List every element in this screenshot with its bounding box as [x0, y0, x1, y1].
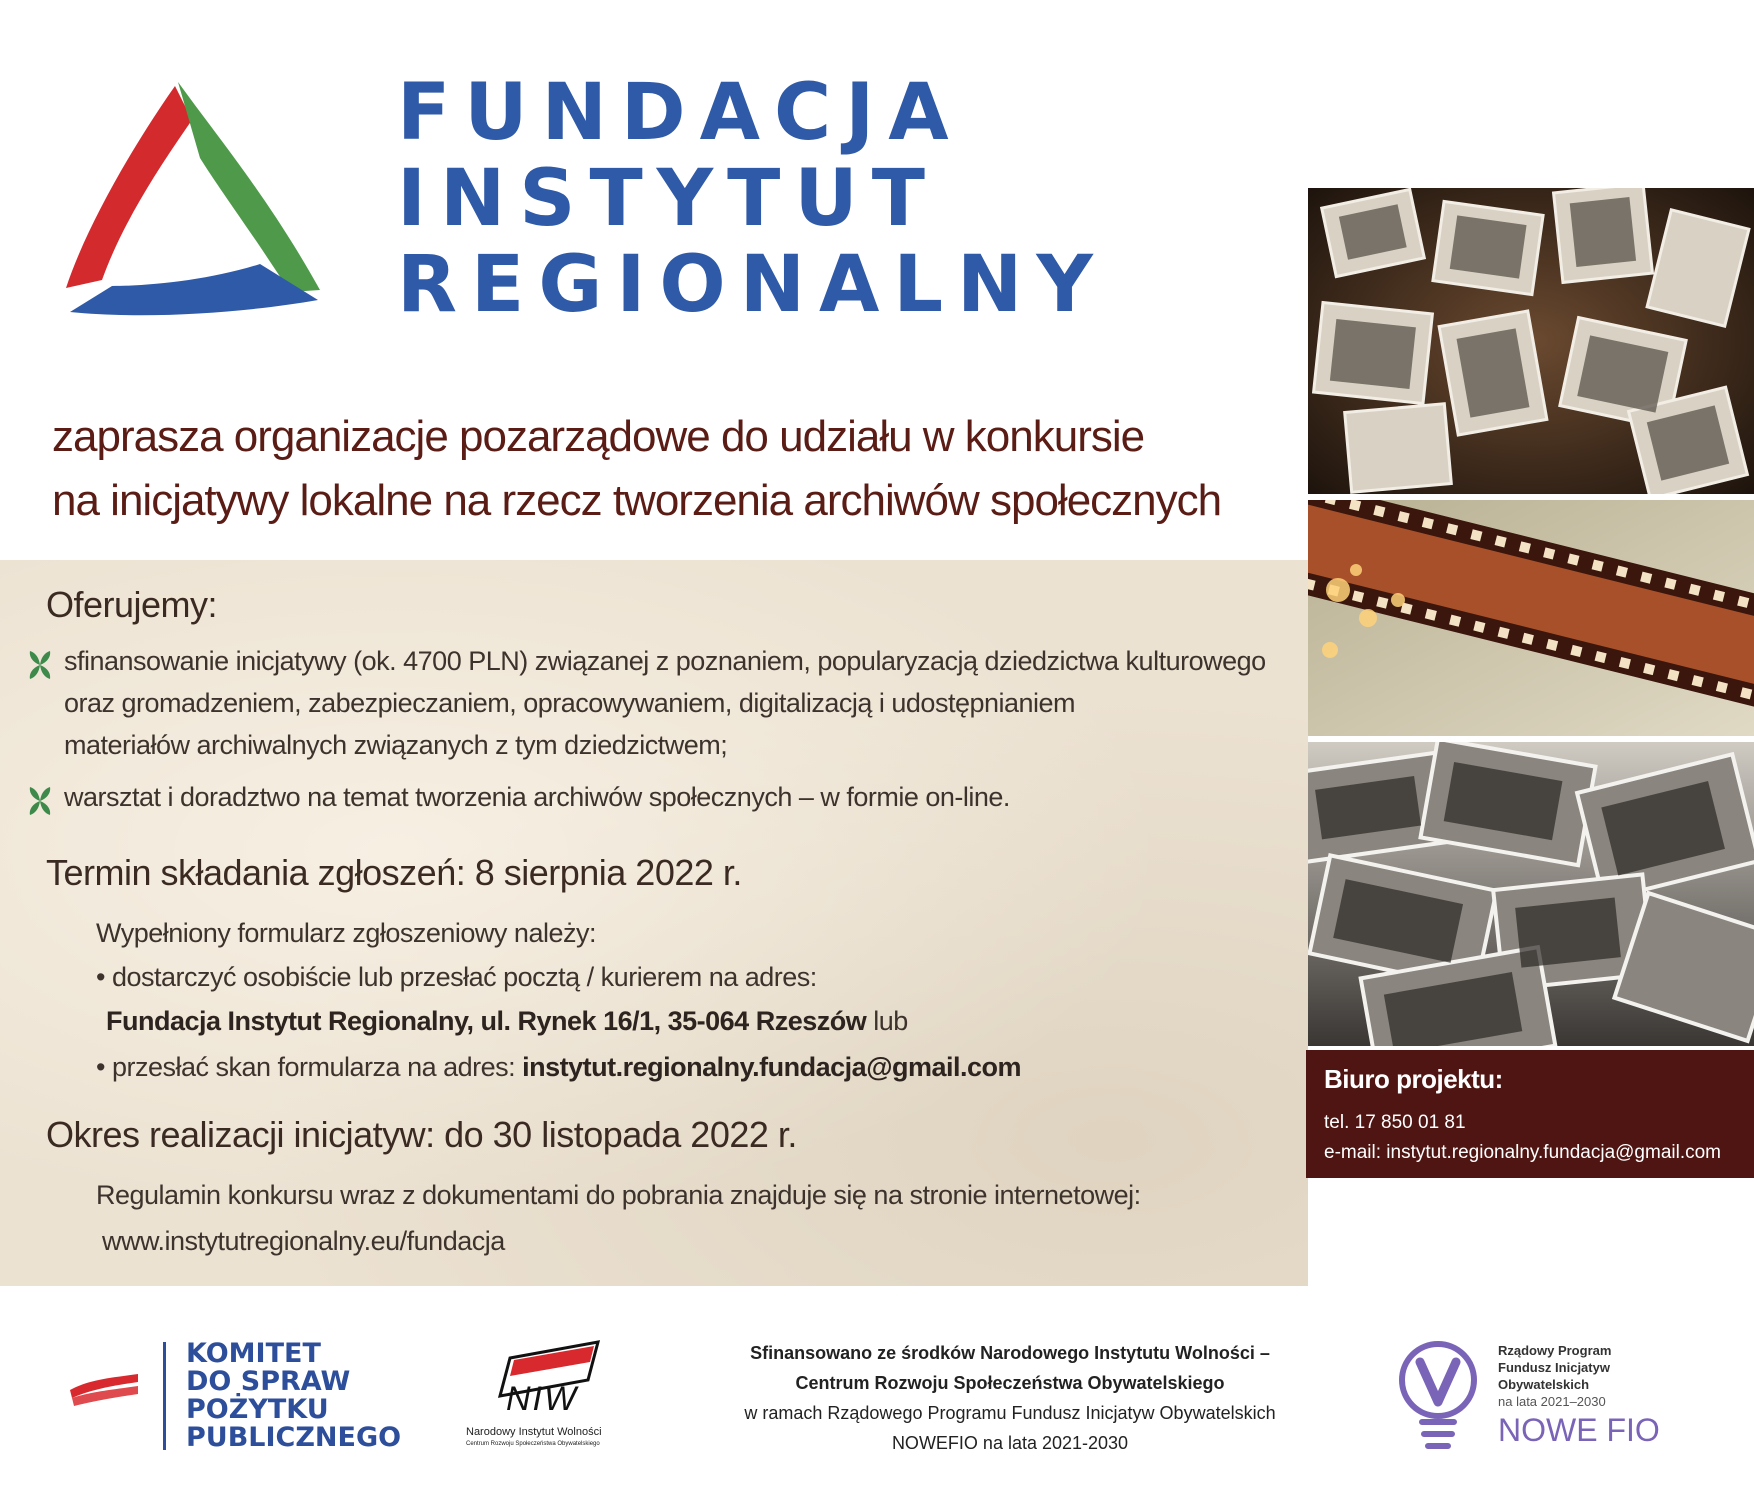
lightbulb-icon: [1396, 1340, 1480, 1457]
project-office-phone: tel. 17 850 01 81: [1324, 1112, 1466, 1133]
offer-item-1-line-1: sfinansowanie inicjatywy (ok. 4700 PLN) związanej z poznaniem, popularyzacją dziedzictwa kulturowego: [64, 646, 1266, 676]
fio-line-1: Rządowy Program: [1498, 1343, 1612, 1358]
komitet-line-2: DO SPRAW: [186, 1366, 351, 1397]
komitet-line-4: PUBLICZNEGO: [186, 1422, 402, 1453]
foundation-logo-text: [397, 70, 1107, 328]
offer-item-1-line-3: materiałów archiwalnych związanych z tym dziedzictwem;: [64, 730, 728, 760]
address-text: Fundacja Instytut Regionalny, ul. Rynek 16/1, 35-064 Rzeszów: [106, 1006, 867, 1036]
funding-line-4: NOWEFIO na lata 2021-2030: [891, 1433, 1129, 1453]
period-heading: Okres realizacji inicjatyw: do 30 listopada 2022 r.: [46, 1114, 797, 1155]
komitet-line-1: KOMITET: [186, 1338, 321, 1369]
logo-line-1: FUNDACJA: [397, 68, 963, 158]
invitation-line-2: na inicjatywy lokalne na rzecz tworzenia archiwów społecznych: [52, 476, 1222, 525]
address-suffix: lub: [866, 1006, 908, 1036]
delivery-option-2: [96, 1052, 1021, 1083]
komitet-divider: [163, 1342, 166, 1450]
postal-address: [106, 1006, 908, 1037]
logo-line-3: REGIONALNY: [397, 240, 1107, 330]
application-email-link[interactable]: instytut.regionalny.fundacja@gmail.com: [522, 1052, 1022, 1082]
funding-line-1: Sfinansowano ze środków Narodowego Instytutu Wolności –: [750, 1343, 1270, 1363]
komitet-line-3: POŻYTKU: [186, 1394, 329, 1425]
funding-line-3: w ramach Rządowego Programu Fundusz Inicjatyw Obywatelskich: [744, 1403, 1276, 1423]
scattered-photos-image: [1308, 742, 1754, 1046]
komitet-logo: [186, 1340, 401, 1452]
fio-line-3: Obywatelskich: [1498, 1377, 1590, 1392]
deadline-heading: Termin składania zgłoszeń: 8 sierpnia 2022 r.: [46, 852, 742, 893]
website-link[interactable]: www.instytutregionalny.eu/fundacja: [102, 1226, 505, 1256]
niw-subname: Centrum Rozwoju Społeczeństwa Obywatelskiego: [466, 1441, 600, 1447]
rules-text: Regulamin konkursu wraz z dokumentami do pobrania znajduje się na stronie internetowej:: [96, 1180, 1141, 1210]
project-office-email[interactable]: e-mail: instytut.regionalny.fundacja@gmail.com: [1324, 1142, 1721, 1163]
niw-name: Narodowy Instytut Wolności: [466, 1426, 602, 1438]
form-instructions: Wypełniony formularz zgłoszeniowy należy:: [96, 918, 596, 948]
logo-line-2: INSTYTUT: [397, 154, 939, 244]
old-photos-image: [1308, 188, 1754, 494]
project-office-heading: Biuro projektu:: [1324, 1064, 1503, 1094]
poland-flag-icon: [68, 1372, 140, 1413]
offer-item-2: warsztat i doradztwo na temat tworzenia archiwów społecznych – w formie on-line.: [64, 782, 1010, 812]
fio-line-2: Fundusz Inicjatyw: [1498, 1360, 1610, 1375]
funding-line-2: Centrum Rozwoju Społeczeństwa Obywatelskiego: [795, 1373, 1225, 1393]
invitation-text: [52, 405, 1221, 533]
film-strip-image: [1308, 500, 1754, 736]
leaf-bullet-icon: [26, 650, 54, 680]
funding-statement: [700, 1338, 1320, 1458]
niw-logo-text: NIW: [506, 1380, 579, 1418]
nowe-fio-brand: NOWE FIO: [1498, 1412, 1660, 1448]
delivery-option-1: • dostarczyć osobiście lub przesłać pocztą / kurierem na adres:: [96, 962, 817, 992]
delivery-option-2-text: • przesłać skan formularza na adres:: [96, 1052, 523, 1082]
offer-heading: Oferujemy:: [46, 584, 218, 625]
foundation-logo-mark: [60, 80, 330, 320]
project-office-box: [1306, 1050, 1754, 1178]
fio-program-text: [1498, 1342, 1611, 1410]
leaf-bullet-icon: [26, 786, 54, 816]
invitation-line-1: zaprasza organizacje pozarządowe do udziału w konkursie: [52, 412, 1145, 461]
offer-item-1-line-2: oraz gromadzeniem, zabezpieczaniem, opracowywaniem, digitalizacją i udostępnianiem: [64, 688, 1076, 718]
fio-line-4: na lata 2021–2030: [1498, 1394, 1606, 1409]
